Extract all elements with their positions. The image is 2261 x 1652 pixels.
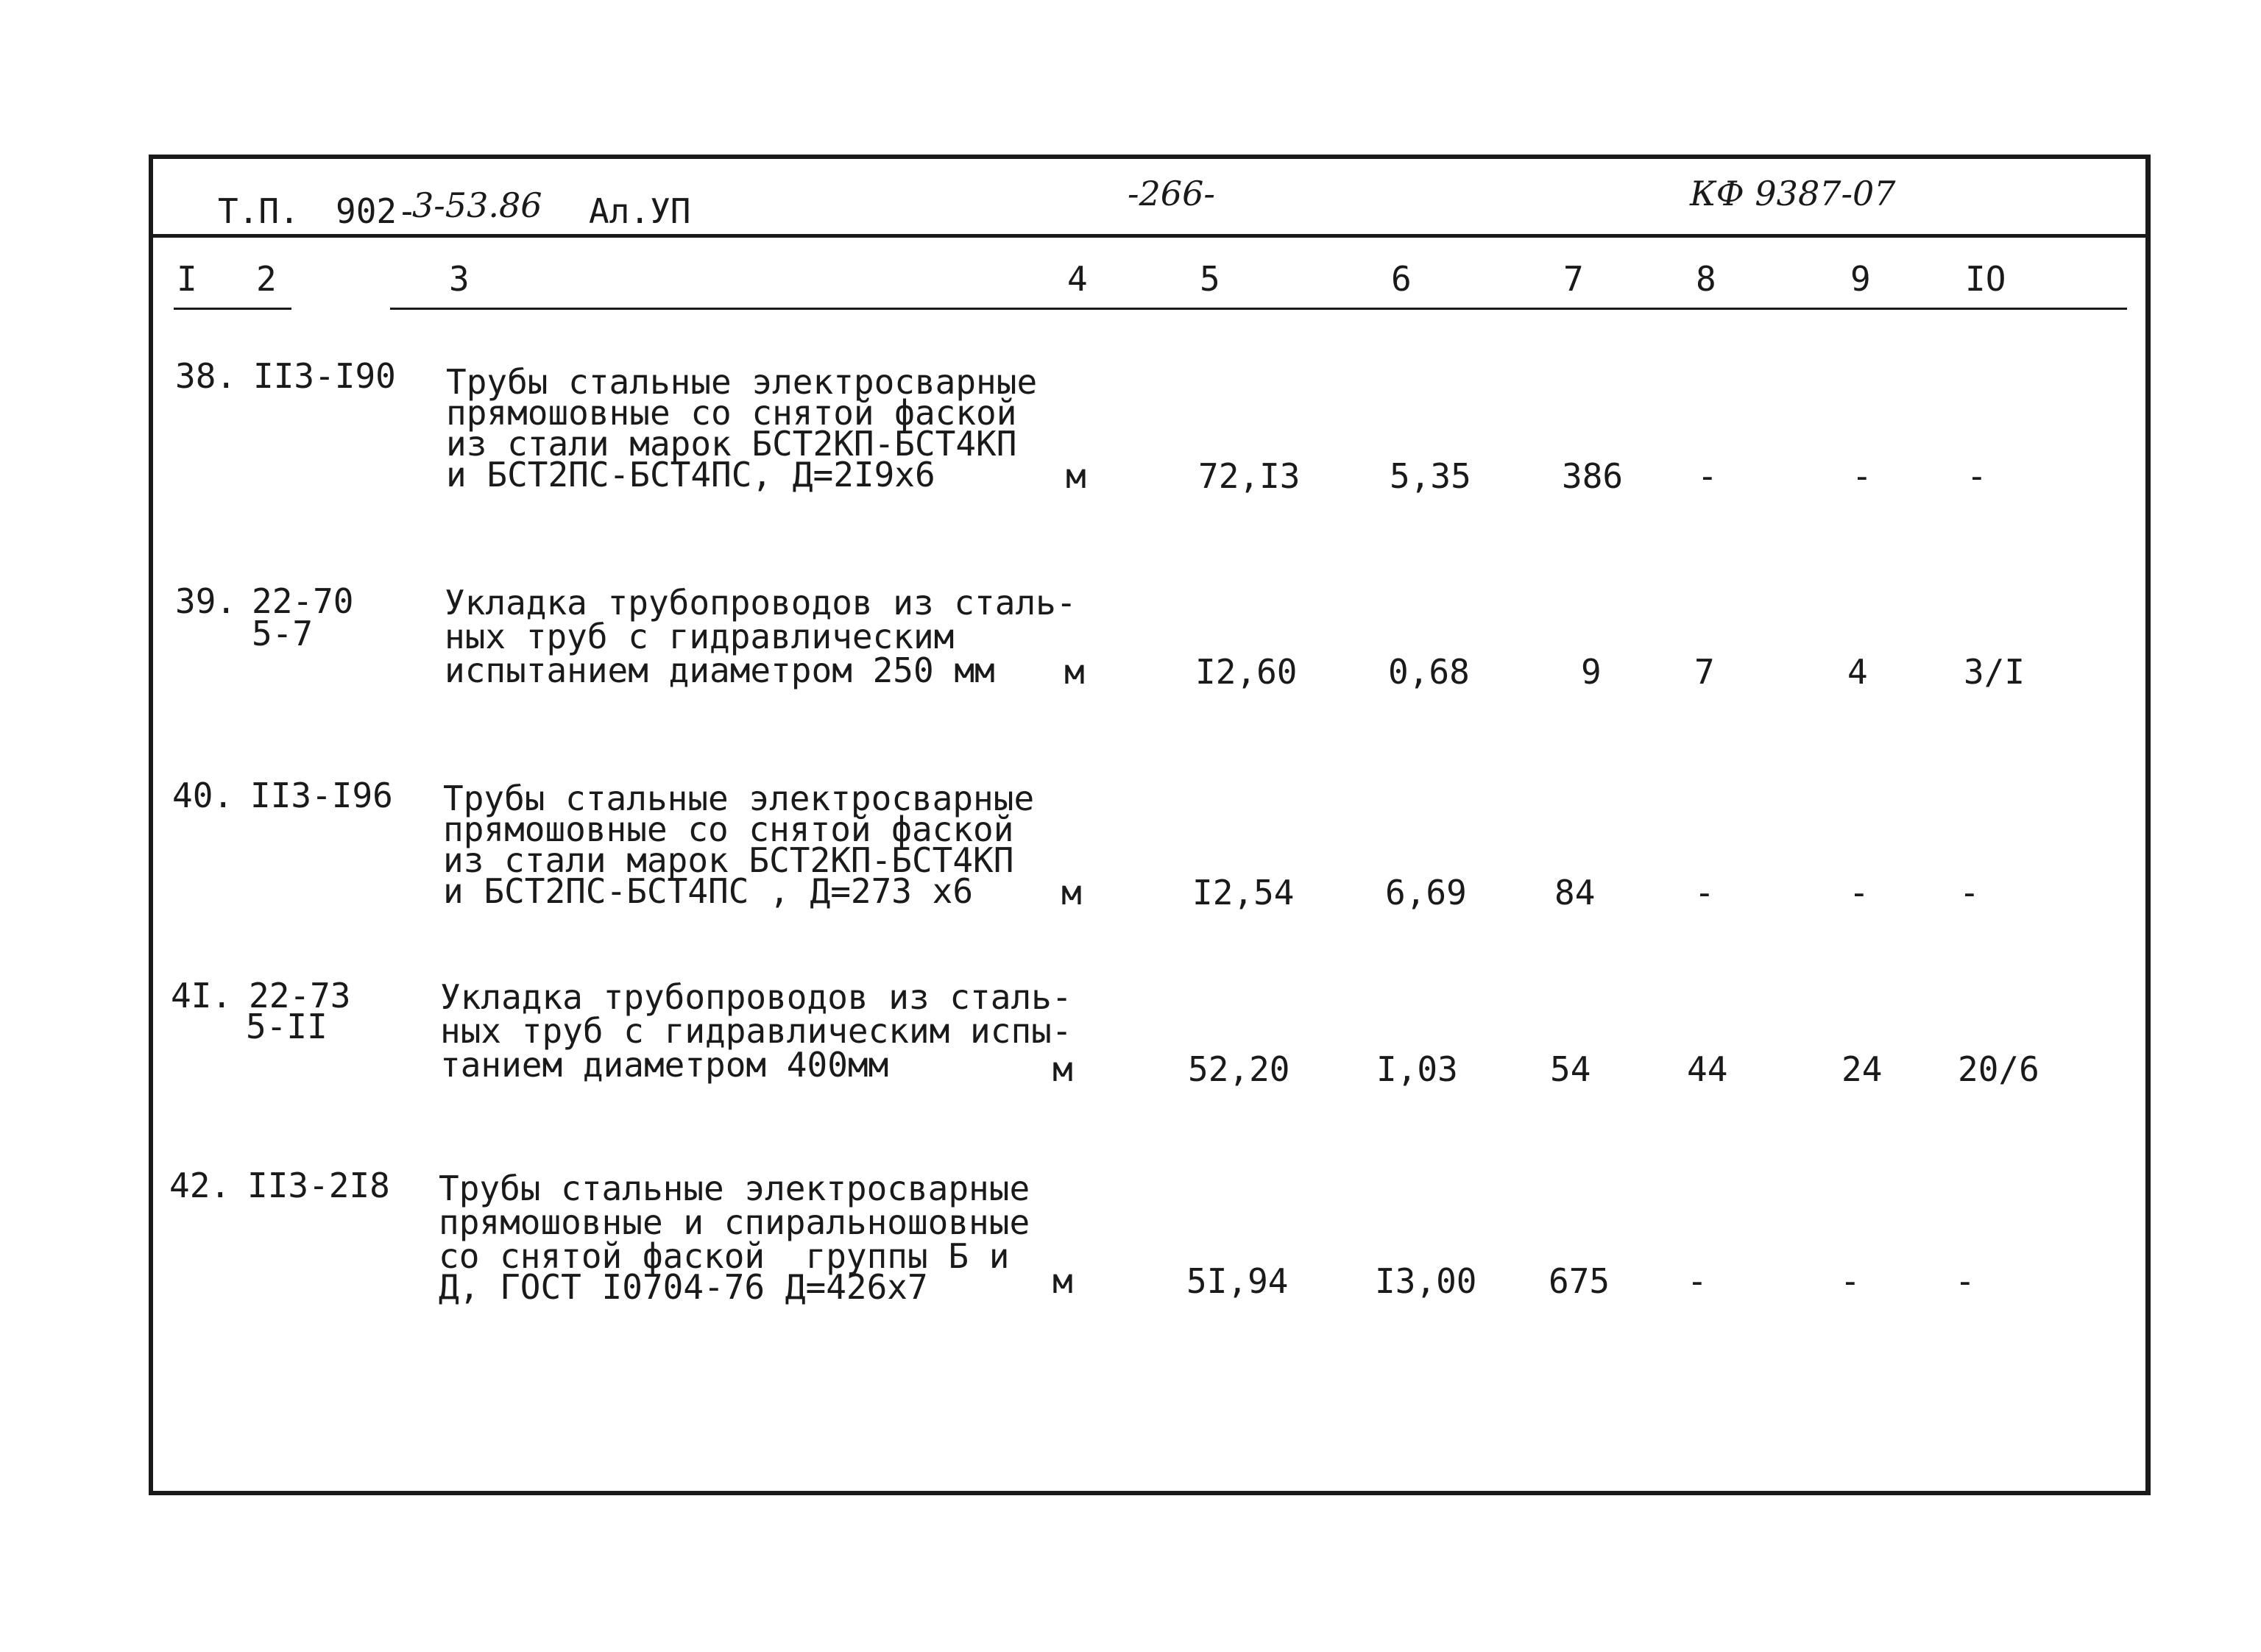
row-col5: I2,54	[1192, 873, 1295, 912]
row-col9: -	[1840, 1261, 1861, 1301]
row-col6: 0,68	[1388, 652, 1470, 692]
header-album: Ал.УП	[589, 191, 691, 231]
row-description-line: и БСТ2ПС-БСТ4ПС, Д=2I9x6	[446, 455, 935, 494]
column-header-6: 6	[1391, 259, 1412, 299]
row-description-line: ных труб с гидравлическим испы-	[440, 1011, 1072, 1051]
row-description-line: Д, ГОСТ I0704-76 Д=426x7	[439, 1267, 928, 1307]
column-header-3: 3	[449, 259, 470, 299]
row-col9: -	[1849, 873, 1869, 912]
row-col8: -	[1694, 873, 1715, 912]
row-code: 5-7	[252, 614, 314, 653]
row-number: 39.	[175, 581, 237, 621]
row-col5: 72,I3	[1198, 456, 1301, 496]
row-col8: 44	[1687, 1049, 1728, 1089]
row-description-line: со снятой фаской группы Б и	[439, 1236, 1010, 1276]
row-description-line: Укладка трубопроводов из сталь-	[445, 583, 1077, 623]
row-description-line: ных труб с гидравлическим	[445, 617, 955, 656]
header-prefix: Т.П.	[218, 191, 300, 231]
row-col6: I3,00	[1375, 1261, 1477, 1301]
row-description-line: из стали марок БСТ2КП-БСТ4КП	[443, 840, 1014, 880]
row-col10: -	[1959, 873, 1980, 912]
row-description-line: танием диаметром 400мм	[440, 1045, 889, 1085]
row-col8: -	[1697, 456, 1718, 496]
row-code: II3-I96	[250, 776, 393, 815]
column-header-7: 7	[1563, 259, 1584, 299]
row-col10: 20/6	[1958, 1049, 2039, 1089]
header-code: КФ 9387-07	[1690, 174, 1896, 213]
column-header-10: IO	[1965, 259, 2006, 299]
row-unit: м	[1066, 456, 1086, 496]
row-col8: 7	[1694, 652, 1715, 692]
row-col5: 5I,94	[1186, 1261, 1289, 1301]
row-number: 40.	[172, 776, 234, 815]
row-description-line: Трубы стальные электросварные	[443, 779, 1035, 818]
row-col6: 5,35	[1390, 456, 1471, 496]
row-col5: 52,20	[1188, 1049, 1290, 1089]
row-description-line: прямошовные со снятой фаской	[446, 393, 1017, 433]
row-col7: 54	[1550, 1049, 1591, 1089]
row-description-line: испытанием диаметром 250 мм	[445, 650, 995, 690]
row-col9: -	[1852, 456, 1872, 496]
row-col10: -	[1967, 456, 1987, 496]
column-header-1: I	[177, 259, 197, 299]
row-col6: I,03	[1376, 1049, 1458, 1089]
column-header-4: 4	[1067, 259, 1088, 299]
row-col9: 24	[1841, 1049, 1883, 1089]
row-col7: 386	[1562, 456, 1624, 496]
row-code: 5-II	[246, 1007, 328, 1046]
row-col10: 3/I	[1964, 652, 2025, 692]
column-header-2: 2	[256, 259, 277, 299]
row-col5: I2,60	[1195, 652, 1298, 692]
row-col7: 675	[1549, 1261, 1610, 1301]
header-divider	[149, 234, 2151, 238]
row-description-line: прямошовные со снятой фаской	[443, 809, 1014, 849]
row-col10: -	[1955, 1261, 1975, 1301]
row-description-line: Трубы стальные электросварные	[446, 362, 1038, 402]
column-header-8: 8	[1696, 259, 1716, 299]
header-page-number: -266-	[1128, 174, 1215, 213]
row-col8: -	[1687, 1261, 1708, 1301]
row-number: 42.	[169, 1166, 231, 1205]
row-description-line: Укладка трубопроводов из сталь-	[440, 977, 1072, 1017]
row-number: 4I.	[171, 976, 233, 1015]
row-unit: м	[1064, 652, 1085, 692]
row-description-line: из стали марок БСТ2КП-БСТ4КП	[446, 424, 1017, 464]
column-header-underline	[174, 308, 291, 310]
row-code: II3-I90	[253, 356, 396, 396]
row-description-line: и БСТ2ПС-БСТ4ПС , Д=273 x6	[443, 871, 974, 911]
row-code: 22-70	[252, 581, 354, 621]
row-unit: м	[1052, 1261, 1073, 1301]
column-header-underline	[390, 308, 2127, 310]
row-col6: 6,69	[1385, 873, 1467, 912]
row-col9: 4	[1847, 652, 1868, 692]
row-description-line: Трубы стальные электросварные	[439, 1169, 1030, 1208]
row-unit: м	[1061, 873, 1082, 912]
row-col7: 9	[1581, 652, 1602, 692]
row-col7: 84	[1554, 873, 1596, 912]
header-handwritten-number: 3-53.86	[412, 185, 542, 225]
row-code: 22-73	[249, 976, 351, 1015]
header-series: 902-	[336, 191, 417, 231]
row-number: 38.	[175, 356, 237, 396]
column-header-5: 5	[1200, 259, 1220, 299]
row-description-line: прямошовные и спиральношовные	[439, 1202, 1030, 1242]
row-unit: м	[1052, 1049, 1073, 1089]
row-code: II3-2I8	[247, 1166, 390, 1205]
column-header-9: 9	[1850, 259, 1871, 299]
